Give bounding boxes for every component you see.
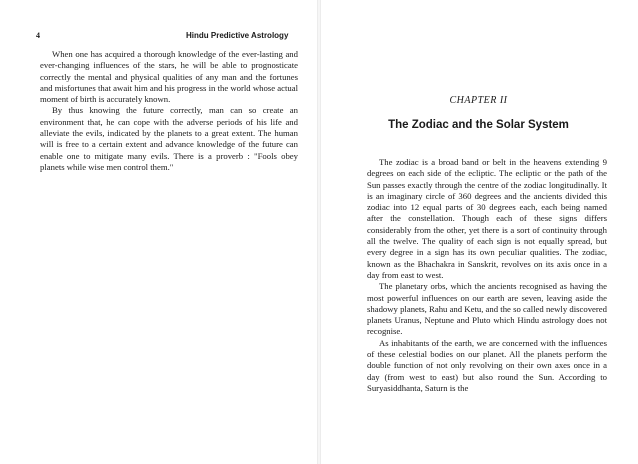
running-head: Hindu Predictive Astrology [186, 31, 289, 40]
chapter-title: The Zodiac and the Solar System [388, 119, 569, 131]
paragraph: The planetary orbs, which the ancients recognised as having the most powerful influences on our earth are seven, leaving aside the shadowy planets, Rahu and Ketu, and the so called newly discovered planets Uranus, Neptune and Pluto which Hindu astrology does not recognise. [367, 281, 607, 337]
body-text [367, 157, 607, 394]
paragraph: By thus knowing the future correctly, man can so create an environment that, he can cope with the adverse periods of his life and alleviate the evils, indicated by the planets to a great extent. The human will is free to a certain extent and advance knowledge of the future can enable one to mitigate many evils. There is a proverb : "Fools obey planets while wise men control them." [40, 105, 298, 172]
right-page [319, 0, 638, 464]
paragraph: The zodiac is a broad band or belt in the heavens extending 9 degrees on each side of the ecliptic. The ecliptic or the path of the Sun passes exactly through the centre of the zodiac longitudinally. It is an imaginary circle of 360 degrees and the ancients divided this zodiac into 12 equal parts of 30 degrees each, each being named after the constellation. Though each of these signs differs considerably from the other, yet there is a sort of continuity through all the twelve. The quality of each sign is not equally spread, but every degree in a sign has its own peculiar qualities. The zodiac, known as the Bhachakra in Sanskrit, revolves on its axis once in a day from east to west. [367, 157, 607, 280]
paragraph: As inhabitants of the earth, we are concerned with the influences of these celestial bodies on our planet. All the planets perform the double function of not only revolving on their own axes once in a day (from west to east) but also round the Sun. According to Suryasiddhanta, Saturn is the [367, 337, 607, 393]
paragraph: When one has acquired a thorough knowledge of the ever-lasting and ever-changing influences of the stars, he will be able to prognosticate correctly the mental and physical qualities of any man and the fortunes and misfortunes that await him and his progress in the world whose actual moment of birth is accurately known. [40, 49, 298, 105]
body-text [40, 49, 298, 173]
page-number: 4 [36, 31, 40, 40]
chapter-number: CHAPTER II [449, 95, 508, 106]
page-header [36, 31, 316, 43]
